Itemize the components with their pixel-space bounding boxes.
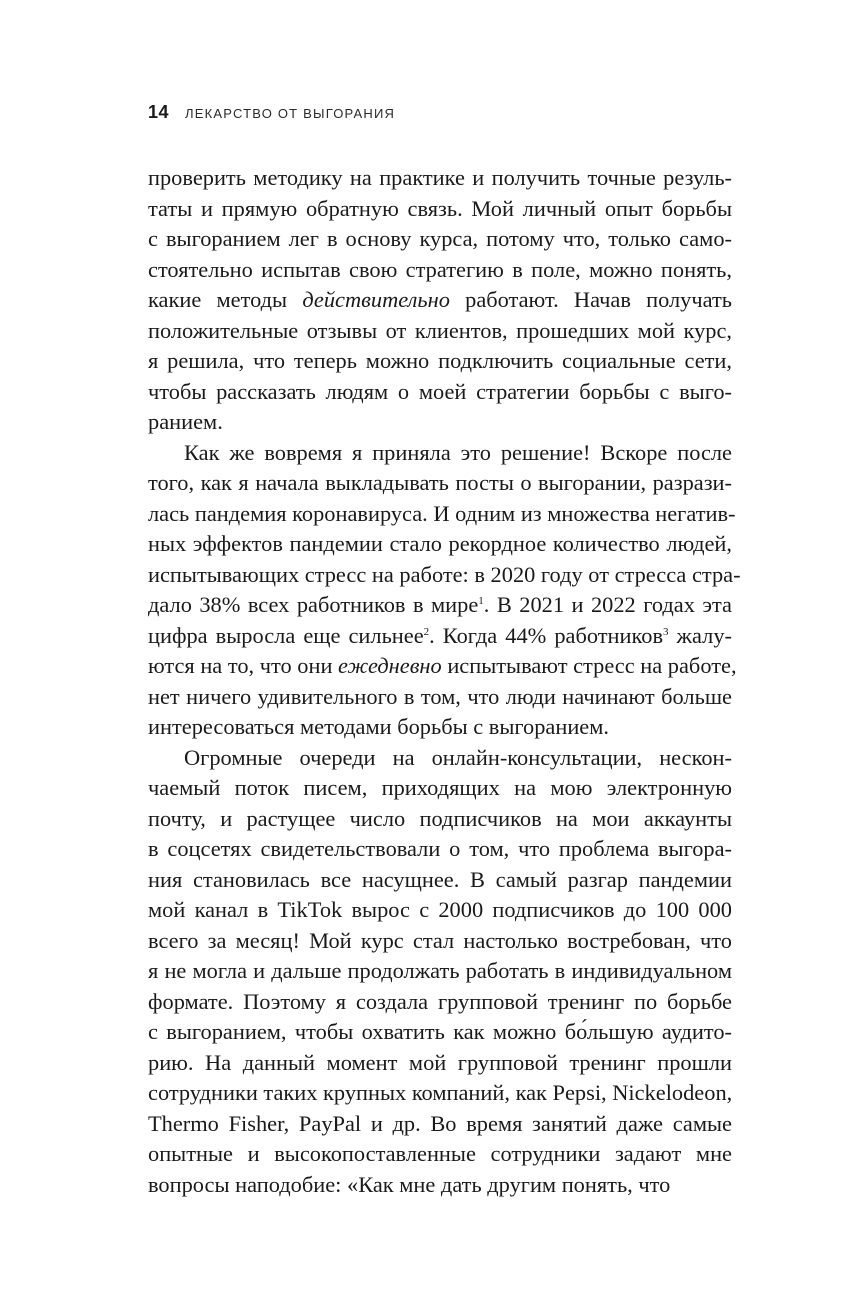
text-run: сотрудники таких крупных компаний, как Pepsi, Nickelodeon, [148,1080,733,1105]
text-line [148,346,732,377]
text-run: какие методы [148,287,303,312]
text-line [148,529,732,560]
text-run: я не могла и дальше продолжать работать в индивидуальном [148,958,732,983]
text-run: того, как я начала выкладывать посты о выгорании, разрази- [148,470,732,495]
text-line [148,1048,732,1079]
text-run: вопросы наподобие: «Как мне дать другим понять, что [148,1171,671,1197]
footnote-mark: 2 [423,625,430,638]
paragraph [148,743,732,1201]
text-run: почту, и растущее число подписчиков на мои аккаунты [148,805,732,831]
text-run: нет ничего удивительного в том, что люди начинают больше [148,683,732,709]
text-run: проверить методику на практике и получить точные резуль- [148,165,732,190]
paragraph [148,163,732,438]
text-line [148,377,732,408]
text-line [148,1139,732,1170]
text-run: жалу- [668,622,732,648]
text-run: стоятельно испытав свою стратегию в поле, можно понять, [148,256,732,282]
text-run: чтобы рассказать людям о моей стратегии борьбы с выго- [148,378,732,404]
text-run: положительные отзывы от клиентов, прошедших мой курс, [148,317,732,343]
text-run: в соцсетях свидетельствовали о том, что проблема выгора- [148,836,732,861]
text-line [148,712,732,743]
text-run: я решила, что теперь можно подключить социальные сети, [148,348,732,373]
text-run: всего за месяц! Мой курс стал настолько востребован, что [148,927,732,953]
text-line [148,956,732,987]
text-run: мой канал в TikTok вырос с 2000 подписчиков до 100 000 [148,897,732,922]
text-run: с выгоранием, чтобы охватить как можно бо́льшую аудито- [148,1019,732,1044]
running-head [148,102,395,126]
running-head-title: ЛЕКАРСТВО ОТ ВЫГОРАНИЯ [185,106,396,121]
text-line [148,224,732,255]
text-line [148,621,732,652]
text-line [148,1170,732,1201]
text-run: формате. Поэтому я создала групповой тренинг по борьбе [148,988,732,1014]
text-line [148,987,732,1018]
text-line [148,468,732,499]
text-line [148,651,737,682]
text-run: . В 2021 и 2022 годах эта [483,592,732,617]
text-run: с выгоранием лег в основу курса, потому что, только само- [148,226,732,251]
page-number: 14 [148,102,170,122]
footnote-mark: 3 [663,625,669,638]
text-line [148,743,732,774]
text-run: рию. На данный момент мой групповой тренинг прошли [148,1049,732,1075]
body-text [148,163,741,1200]
text-line [148,255,732,286]
text-run: ния становилась все насущнее. В самый разгар пандемии [148,866,732,892]
text-run: ранием. [148,409,223,434]
text-line [148,407,732,438]
text-run: испытывают стресс на работе, [441,653,737,678]
text-line [148,1109,732,1140]
text-line [148,163,732,194]
text-line [148,865,732,896]
text-line [148,590,732,621]
text-run: дало 38% всех работников в мире [148,592,479,617]
paragraph [148,438,741,743]
text-run: лась пандемия коронавируса. И одним из множества негатив- [148,500,736,526]
text-run: интересоваться методами борьбы с выгоранием. [148,714,610,739]
text-run: цифра выросла еще сильнее [148,622,424,648]
text-line [148,194,732,225]
emphasis-text: ежедневно [338,653,442,678]
text-run: Огромные очереди на онлайн-консультации, нескон- [184,744,732,770]
text-line [148,316,732,347]
text-line [148,1078,732,1109]
text-run: работают. Начав получать [449,287,732,312]
text-line [148,499,736,530]
footnote-mark: 1 [478,595,484,607]
text-run: чаемый поток писем, приходящих на мою электронную [148,775,732,800]
text-line [148,682,732,713]
emphasis-text: действительно [302,287,450,312]
text-run: Как же вовремя я приняла это решение! Вскоре после [184,439,732,465]
text-line [148,834,732,865]
text-run: . Когда 44% работников [429,622,664,648]
text-run: ных эффектов пандемии стало рекордное количество людей, [148,531,732,556]
text-line [148,804,732,835]
text-line [148,926,732,957]
text-line [148,773,732,804]
text-run: Thermo Fisher, PayPal и др. Во время занятий даже самые [148,1110,732,1136]
text-run: испытывающих стресс на работе: в 2020 году от стресса стра- [148,561,741,587]
text-line [148,1017,732,1048]
text-line [148,895,732,926]
text-line [148,560,741,591]
text-run: таты и прямую обратную связь. Мой личный опыт борьбы [148,195,732,221]
text-line [148,285,732,316]
text-run: ются на то, что они [148,653,339,678]
text-line [148,438,732,469]
text-run: опытные и высокопоставленные сотрудники задают мне [148,1141,732,1166]
